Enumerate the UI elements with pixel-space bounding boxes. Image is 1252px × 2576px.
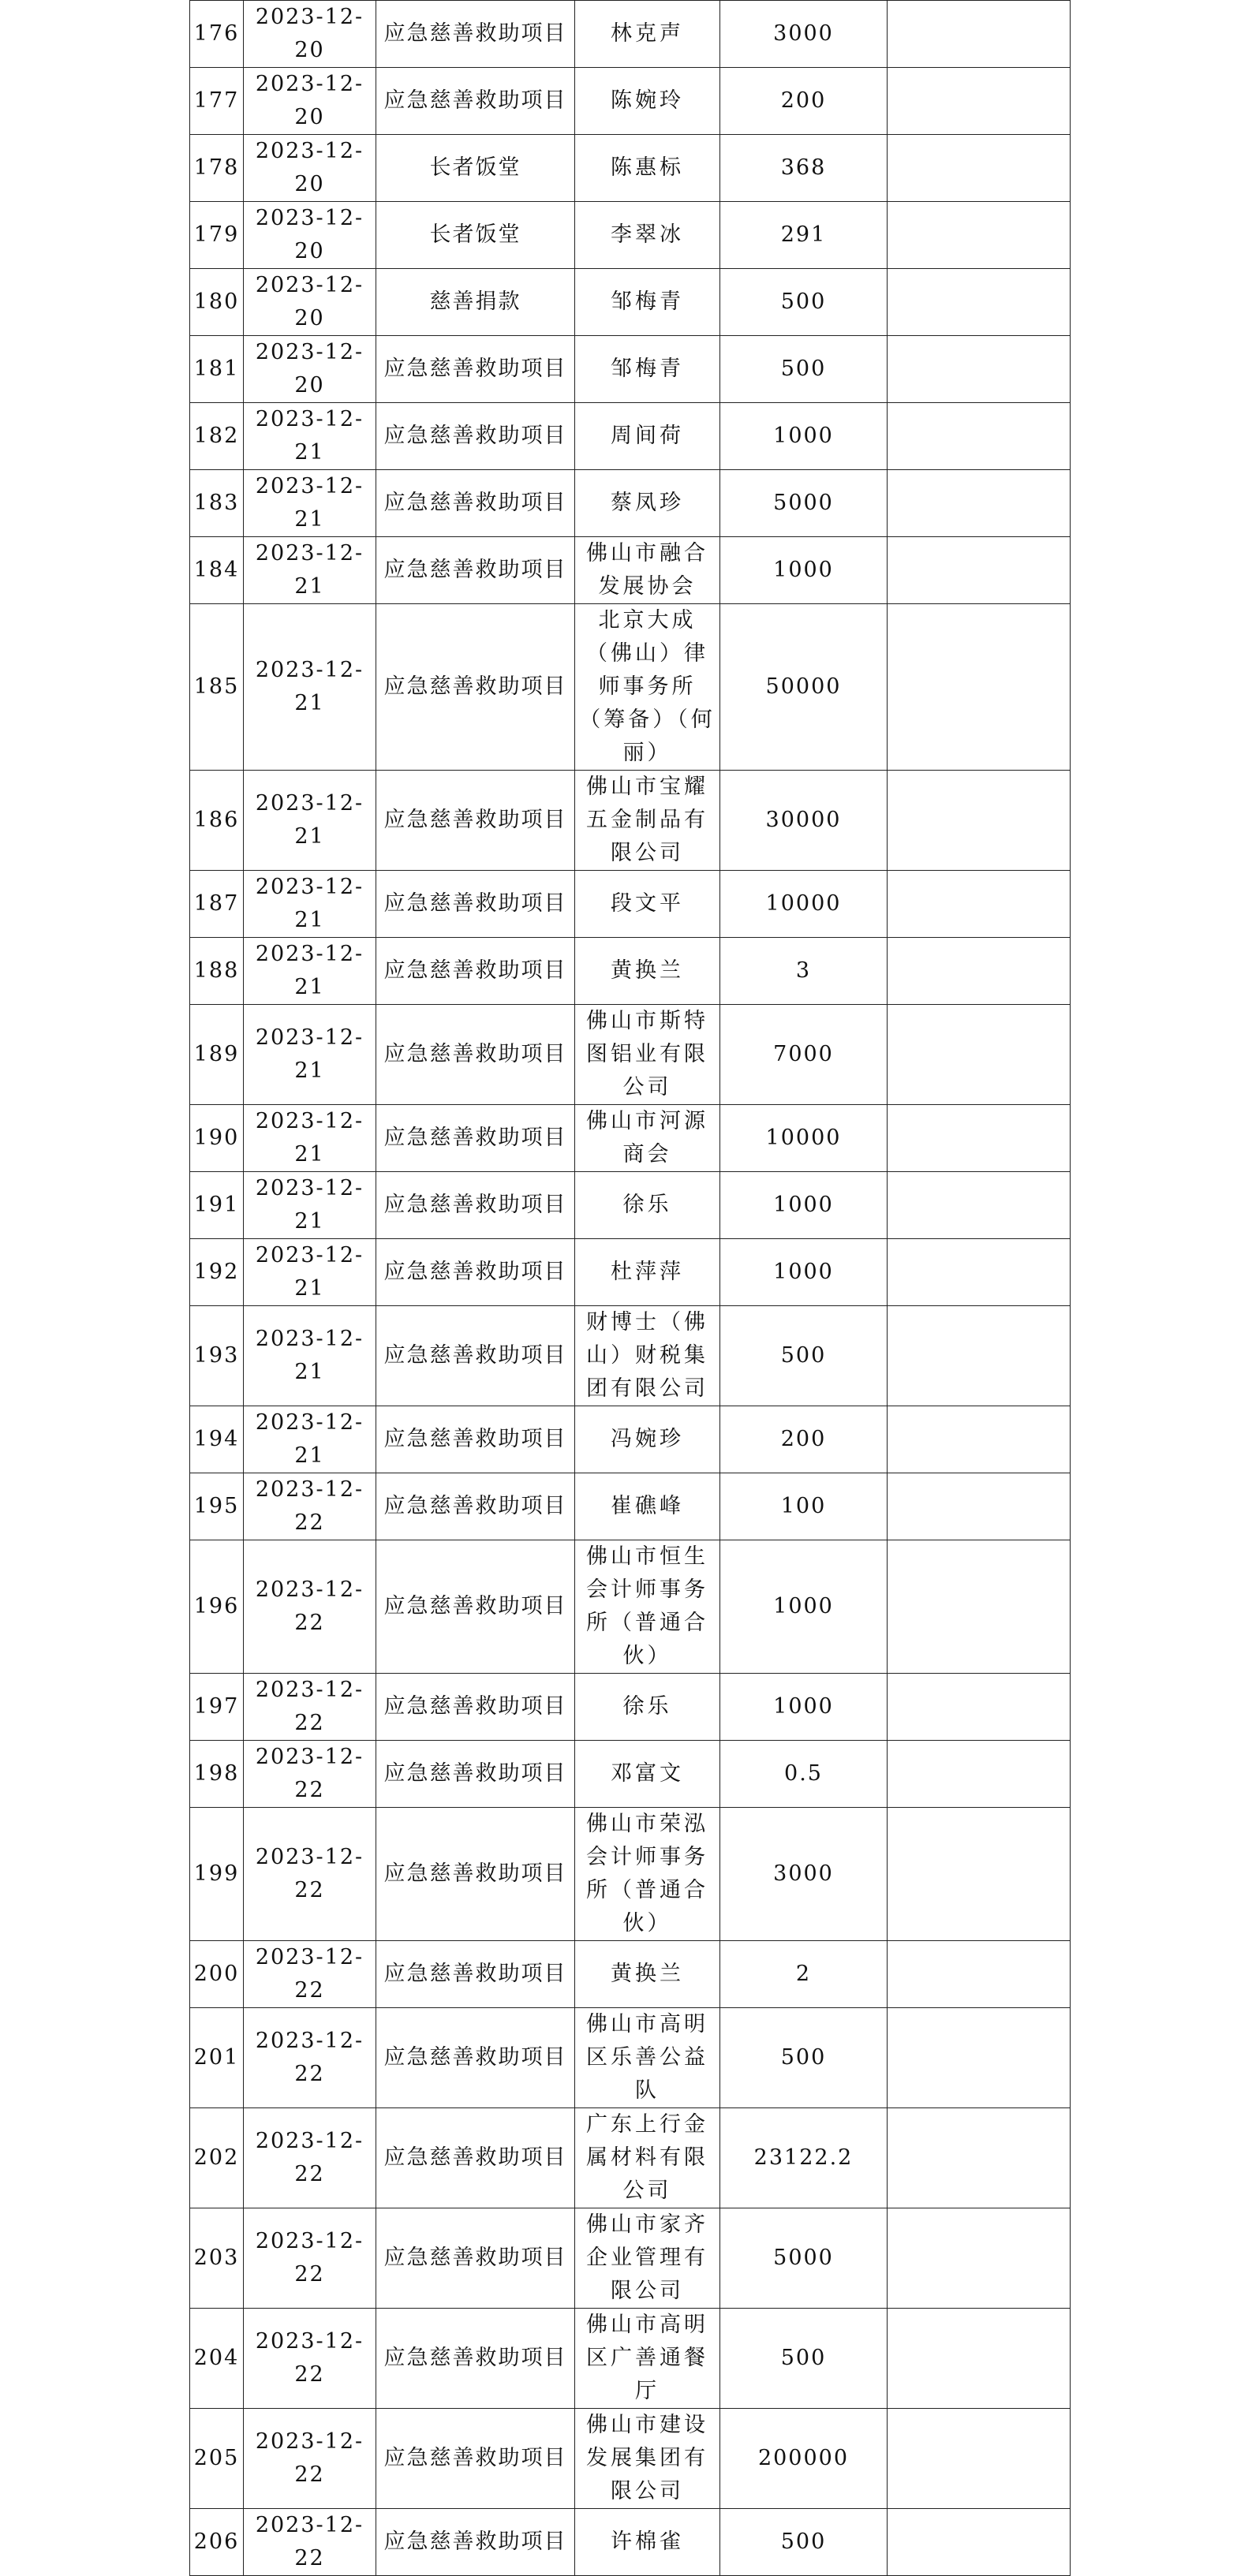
donor-name-cell: 佛山市河源商会 xyxy=(575,1105,720,1172)
row-number-cell: 198 xyxy=(190,1741,244,1808)
donor-name-cell: 佛山市斯特图铝业有限公司 xyxy=(575,1005,720,1105)
row-number-cell: 197 xyxy=(190,1674,244,1741)
donation-amount-cell: 3000 xyxy=(720,1808,888,1941)
donation-amount-cell: 2 xyxy=(720,1941,888,2008)
donor-name-cell: 周间荷 xyxy=(575,403,720,470)
donor-name-cell: 段文平 xyxy=(575,871,720,938)
project-name-cell: 应急慈善救助项目 xyxy=(376,771,575,871)
row-number-cell: 196 xyxy=(190,1540,244,1674)
table-row xyxy=(190,1540,1071,1674)
remark-cell xyxy=(888,2208,1071,2309)
donation-date-cell: 2023-12-21 xyxy=(244,1005,376,1105)
row-number-cell: 200 xyxy=(190,1941,244,2008)
remark-cell xyxy=(888,1105,1071,1172)
remark-cell xyxy=(888,1941,1071,2008)
table-row xyxy=(190,771,1071,871)
row-number-cell: 193 xyxy=(190,1306,244,1406)
donation-date-cell: 2023-12-22 xyxy=(244,2208,376,2309)
row-number-cell: 191 xyxy=(190,1172,244,1239)
remark-cell xyxy=(888,771,1071,871)
row-number-cell: 192 xyxy=(190,1239,244,1306)
donation-date-cell: 2023-12-22 xyxy=(244,1741,376,1808)
remark-cell xyxy=(888,1239,1071,1306)
donation-date-cell: 2023-12-21 xyxy=(244,1306,376,1406)
project-name-cell: 应急慈善救助项目 xyxy=(376,2008,575,2108)
project-name-cell: 慈善捐款 xyxy=(376,269,575,336)
remark-cell xyxy=(888,1005,1071,1105)
donation-table xyxy=(189,0,1071,2576)
donation-date-cell: 2023-12-22 xyxy=(244,1808,376,1941)
table-row xyxy=(190,470,1071,537)
table-row xyxy=(190,1406,1071,1473)
table-row xyxy=(190,604,1071,771)
table-row xyxy=(190,403,1071,470)
donation-amount-cell: 200000 xyxy=(720,2409,888,2509)
donation-amount-cell: 10000 xyxy=(720,1105,888,1172)
donation-date-cell: 2023-12-20 xyxy=(244,1,376,68)
table-row xyxy=(190,2409,1071,2509)
donation-amount-cell: 5000 xyxy=(720,2208,888,2309)
donation-date-cell: 2023-12-21 xyxy=(244,1105,376,1172)
table-row xyxy=(190,871,1071,938)
remark-cell xyxy=(888,2008,1071,2108)
donation-date-cell: 2023-12-20 xyxy=(244,336,376,403)
remark-cell xyxy=(888,1674,1071,1741)
donor-name-cell: 徐乐 xyxy=(575,1172,720,1239)
project-name-cell: 应急慈善救助项目 xyxy=(376,2409,575,2509)
remark-cell xyxy=(888,938,1071,1005)
donor-name-cell: 佛山市家齐企业管理有限公司 xyxy=(575,2208,720,2309)
table-row xyxy=(190,269,1071,336)
donation-date-cell: 2023-12-22 xyxy=(244,1941,376,2008)
row-number-cell: 201 xyxy=(190,2008,244,2108)
donation-table-body xyxy=(190,1,1071,2576)
table-row xyxy=(190,537,1071,604)
remark-cell xyxy=(888,2409,1071,2509)
table-row xyxy=(190,1239,1071,1306)
donation-date-cell: 2023-12-22 xyxy=(244,1473,376,1540)
row-number-cell: 188 xyxy=(190,938,244,1005)
donation-date-cell: 2023-12-22 xyxy=(244,2108,376,2208)
remark-cell xyxy=(888,1,1071,68)
row-number-cell: 183 xyxy=(190,470,244,537)
project-name-cell: 应急慈善救助项目 xyxy=(376,68,575,135)
remark-cell xyxy=(888,68,1071,135)
donation-date-cell: 2023-12-22 xyxy=(244,2409,376,2509)
row-number-cell: 186 xyxy=(190,771,244,871)
donor-name-cell: 许棉雀 xyxy=(575,2509,720,2576)
remark-cell xyxy=(888,2509,1071,2576)
project-name-cell: 应急慈善救助项目 xyxy=(376,938,575,1005)
donor-name-cell: 北京大成（佛山）律师事务所（筹备）（何丽） xyxy=(575,604,720,771)
remark-cell xyxy=(888,1306,1071,1406)
table-row xyxy=(190,1674,1071,1741)
donation-amount-cell: 1000 xyxy=(720,1540,888,1674)
donor-name-cell: 陈惠标 xyxy=(575,135,720,202)
project-name-cell: 长者饭堂 xyxy=(376,202,575,269)
donation-date-cell: 2023-12-21 xyxy=(244,1239,376,1306)
donation-date-cell: 2023-12-20 xyxy=(244,269,376,336)
table-row xyxy=(190,68,1071,135)
donation-amount-cell: 368 xyxy=(720,135,888,202)
row-number-cell: 179 xyxy=(190,202,244,269)
table-row xyxy=(190,202,1071,269)
donation-amount-cell: 10000 xyxy=(720,871,888,938)
remark-cell xyxy=(888,135,1071,202)
table-row xyxy=(190,1808,1071,1941)
donation-amount-cell: 1000 xyxy=(720,1172,888,1239)
donation-date-cell: 2023-12-21 xyxy=(244,938,376,1005)
donor-name-cell: 李翠冰 xyxy=(575,202,720,269)
project-name-cell: 应急慈善救助项目 xyxy=(376,403,575,470)
donor-name-cell: 佛山市恒生会计师事务所（普通合伙） xyxy=(575,1540,720,1674)
donation-date-cell: 2023-12-21 xyxy=(244,403,376,470)
donation-date-cell: 2023-12-20 xyxy=(244,68,376,135)
donation-amount-cell: 7000 xyxy=(720,1005,888,1105)
project-name-cell: 应急慈善救助项目 xyxy=(376,1,575,68)
donation-amount-cell: 500 xyxy=(720,2008,888,2108)
donor-name-cell: 陈婉玲 xyxy=(575,68,720,135)
donation-date-cell: 2023-12-21 xyxy=(244,470,376,537)
donation-amount-cell: 50000 xyxy=(720,604,888,771)
donation-date-cell: 2023-12-21 xyxy=(244,604,376,771)
remark-cell xyxy=(888,2108,1071,2208)
donation-amount-cell: 30000 xyxy=(720,771,888,871)
row-number-cell: 176 xyxy=(190,1,244,68)
table-row xyxy=(190,336,1071,403)
project-name-cell: 应急慈善救助项目 xyxy=(376,1005,575,1105)
donation-date-cell: 2023-12-22 xyxy=(244,2008,376,2108)
donation-amount-cell: 100 xyxy=(720,1473,888,1540)
remark-cell xyxy=(888,1172,1071,1239)
donor-name-cell: 佛山市荣泓会计师事务所（普通合伙） xyxy=(575,1808,720,1941)
row-number-cell: 185 xyxy=(190,604,244,771)
donation-date-cell: 2023-12-22 xyxy=(244,1674,376,1741)
row-number-cell: 187 xyxy=(190,871,244,938)
donation-amount-cell: 200 xyxy=(720,1406,888,1473)
donor-name-cell: 佛山市融合发展协会 xyxy=(575,537,720,604)
table-row xyxy=(190,1,1071,68)
table-row xyxy=(190,1105,1071,1172)
donation-date-cell: 2023-12-22 xyxy=(244,2309,376,2409)
project-name-cell: 应急慈善救助项目 xyxy=(376,1473,575,1540)
project-name-cell: 应急慈善救助项目 xyxy=(376,871,575,938)
donor-name-cell: 邓富文 xyxy=(575,1741,720,1808)
donation-amount-cell: 5000 xyxy=(720,470,888,537)
project-name-cell: 应急慈善救助项目 xyxy=(376,1105,575,1172)
table-row xyxy=(190,1741,1071,1808)
donation-amount-cell: 1000 xyxy=(720,1239,888,1306)
row-number-cell: 181 xyxy=(190,336,244,403)
donor-name-cell: 邹梅青 xyxy=(575,269,720,336)
donation-date-cell: 2023-12-21 xyxy=(244,1406,376,1473)
project-name-cell: 应急慈善救助项目 xyxy=(376,604,575,771)
project-name-cell: 应急慈善救助项目 xyxy=(376,1406,575,1473)
donation-amount-cell: 3 xyxy=(720,938,888,1005)
row-number-cell: 184 xyxy=(190,537,244,604)
table-row xyxy=(190,2509,1071,2576)
donation-amount-cell: 500 xyxy=(720,2509,888,2576)
donor-name-cell: 佛山市宝耀五金制品有限公司 xyxy=(575,771,720,871)
project-name-cell: 应急慈善救助项目 xyxy=(376,470,575,537)
remark-cell xyxy=(888,604,1071,771)
donor-name-cell: 财博士（佛山）财税集团有限公司 xyxy=(575,1306,720,1406)
row-number-cell: 203 xyxy=(190,2208,244,2309)
donor-name-cell: 佛山市高明区广善通餐厅 xyxy=(575,2309,720,2409)
table-row xyxy=(190,1005,1071,1105)
remark-cell xyxy=(888,2309,1071,2409)
donation-amount-cell: 3000 xyxy=(720,1,888,68)
row-number-cell: 177 xyxy=(190,68,244,135)
project-name-cell: 应急慈善救助项目 xyxy=(376,2509,575,2576)
donation-date-cell: 2023-12-21 xyxy=(244,871,376,938)
donation-amount-cell: 500 xyxy=(720,269,888,336)
remark-cell xyxy=(888,537,1071,604)
project-name-cell: 应急慈善救助项目 xyxy=(376,1540,575,1674)
row-number-cell: 190 xyxy=(190,1105,244,1172)
donation-amount-cell: 1000 xyxy=(720,537,888,604)
project-name-cell: 长者饭堂 xyxy=(376,135,575,202)
donation-amount-cell: 500 xyxy=(720,1306,888,1406)
donor-name-cell: 冯婉珍 xyxy=(575,1406,720,1473)
project-name-cell: 应急慈善救助项目 xyxy=(376,1306,575,1406)
table-row xyxy=(190,2008,1071,2108)
donor-name-cell: 崔礁峰 xyxy=(575,1473,720,1540)
donation-amount-cell: 1000 xyxy=(720,1674,888,1741)
project-name-cell: 应急慈善救助项目 xyxy=(376,336,575,403)
donor-name-cell: 黄换兰 xyxy=(575,938,720,1005)
table-row xyxy=(190,2208,1071,2309)
table-row xyxy=(190,135,1071,202)
row-number-cell: 204 xyxy=(190,2309,244,2409)
donation-amount-cell: 0.5 xyxy=(720,1741,888,1808)
project-name-cell: 应急慈善救助项目 xyxy=(376,1239,575,1306)
remark-cell xyxy=(888,470,1071,537)
donation-amount-cell: 1000 xyxy=(720,403,888,470)
row-number-cell: 199 xyxy=(190,1808,244,1941)
table-row xyxy=(190,2108,1071,2208)
donation-date-cell: 2023-12-21 xyxy=(244,771,376,871)
remark-cell xyxy=(888,202,1071,269)
row-number-cell: 206 xyxy=(190,2509,244,2576)
project-name-cell: 应急慈善救助项目 xyxy=(376,537,575,604)
donation-amount-cell: 500 xyxy=(720,336,888,403)
remark-cell xyxy=(888,871,1071,938)
row-number-cell: 182 xyxy=(190,403,244,470)
project-name-cell: 应急慈善救助项目 xyxy=(376,2108,575,2208)
project-name-cell: 应急慈善救助项目 xyxy=(376,1941,575,2008)
row-number-cell: 205 xyxy=(190,2409,244,2509)
remark-cell xyxy=(888,403,1071,470)
donation-date-cell: 2023-12-20 xyxy=(244,135,376,202)
donor-name-cell: 邹梅青 xyxy=(575,336,720,403)
remark-cell xyxy=(888,1473,1071,1540)
table-row xyxy=(190,938,1071,1005)
donation-date-cell: 2023-12-21 xyxy=(244,1172,376,1239)
remark-cell xyxy=(888,1808,1071,1941)
donation-date-cell: 2023-12-22 xyxy=(244,1540,376,1674)
donation-date-cell: 2023-12-22 xyxy=(244,2509,376,2576)
project-name-cell: 应急慈善救助项目 xyxy=(376,1808,575,1941)
donation-amount-cell: 200 xyxy=(720,68,888,135)
row-number-cell: 180 xyxy=(190,269,244,336)
row-number-cell: 202 xyxy=(190,2108,244,2208)
remark-cell xyxy=(888,1540,1071,1674)
remark-cell xyxy=(888,1741,1071,1808)
donation-amount-cell: 291 xyxy=(720,202,888,269)
table-row xyxy=(190,1473,1071,1540)
donor-name-cell: 蔡凤珍 xyxy=(575,470,720,537)
row-number-cell: 178 xyxy=(190,135,244,202)
donor-name-cell: 徐乐 xyxy=(575,1674,720,1741)
donation-amount-cell: 23122.2 xyxy=(720,2108,888,2208)
remark-cell xyxy=(888,336,1071,403)
table-row xyxy=(190,2309,1071,2409)
table-row xyxy=(190,1941,1071,2008)
row-number-cell: 194 xyxy=(190,1406,244,1473)
donor-name-cell: 黄换兰 xyxy=(575,1941,720,2008)
project-name-cell: 应急慈善救助项目 xyxy=(376,1172,575,1239)
project-name-cell: 应急慈善救助项目 xyxy=(376,2208,575,2309)
remark-cell xyxy=(888,1406,1071,1473)
project-name-cell: 应急慈善救助项目 xyxy=(376,1674,575,1741)
donor-name-cell: 佛山市建设发展集团有限公司 xyxy=(575,2409,720,2509)
table-row xyxy=(190,1306,1071,1406)
row-number-cell: 195 xyxy=(190,1473,244,1540)
donation-date-cell: 2023-12-20 xyxy=(244,202,376,269)
donor-name-cell: 佛山市高明区乐善公益队 xyxy=(575,2008,720,2108)
row-number-cell: 189 xyxy=(190,1005,244,1105)
donor-name-cell: 林克声 xyxy=(575,1,720,68)
donation-amount-cell: 500 xyxy=(720,2309,888,2409)
project-name-cell: 应急慈善救助项目 xyxy=(376,1741,575,1808)
table-row xyxy=(190,1172,1071,1239)
project-name-cell: 应急慈善救助项目 xyxy=(376,2309,575,2409)
remark-cell xyxy=(888,269,1071,336)
donation-date-cell: 2023-12-21 xyxy=(244,537,376,604)
donor-name-cell: 杜萍萍 xyxy=(575,1239,720,1306)
donor-name-cell: 广东上行金属材料有限公司 xyxy=(575,2108,720,2208)
